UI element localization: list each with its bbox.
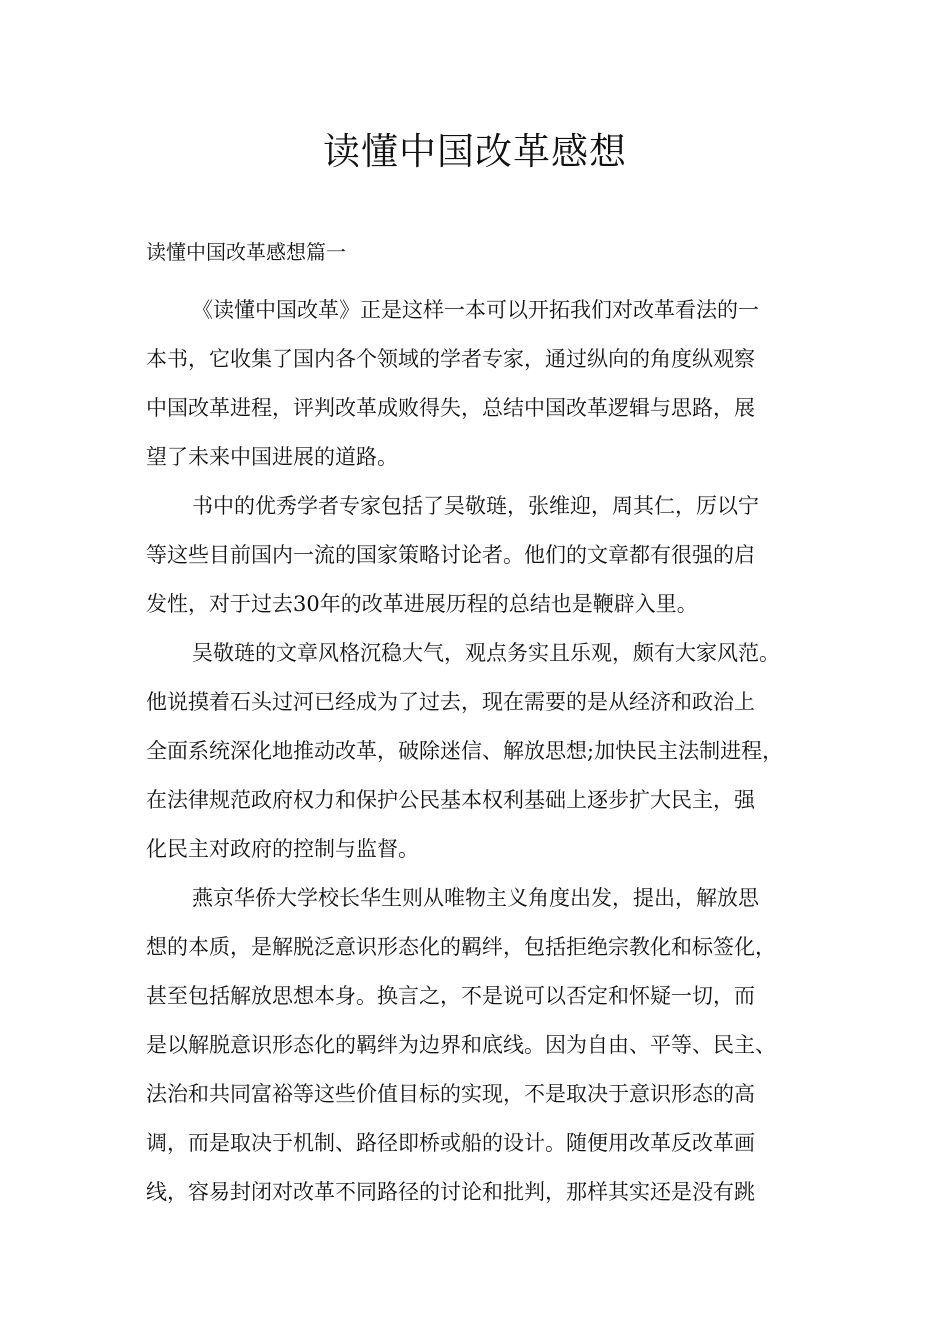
paragraph-line: 想的本质，是解脱泛意识形态化的羁绊，包括拒绝宗教化和标签化， <box>146 935 776 959</box>
paragraph-line: 本书，它收集了国内各个领域的学者专家，通过纵向的角度纵观察 <box>146 347 755 371</box>
paragraph-line: 中国改革进程，评判改革成败得失，总结中国改革逻辑与思路，展 <box>146 396 755 420</box>
paragraph-line: 《读懂中国改革》正是这样一本可以开拓我们对改革看法的一 <box>192 298 759 322</box>
paragraph-line: 等这些目前国内一流的国家策略讨论者。他们的文章都有很强的启 <box>146 543 755 567</box>
paragraph-line: 吴敬琏的文章风格沉稳大气，观点务实且乐观，颇有大家风范。 <box>192 641 780 665</box>
paragraph-line: 书中的优秀学者专家包括了吴敬琏，张维迎，周其仁，厉以宁 <box>192 494 759 518</box>
paragraph-line: 他说摸着石头过河已经成为了过去，现在需要的是从经济和政治上 <box>146 690 755 714</box>
paragraph-line: 化民主对政府的控制与监督。 <box>146 837 419 861</box>
document-body <box>146 286 826 1217</box>
paragraph-line: 在法律规范政府权力和保护公民基本权利基础上逐步扩大民主，强 <box>146 788 755 812</box>
paragraph-line: 发性，对于过去30年的改革进展历程的总结也是鞭辟入里。 <box>146 592 698 616</box>
paragraph-line: 全面系统深化地推动改革，破除迷信、解放思想;加快民主法制进程， <box>146 739 784 763</box>
document-title: 读懂中国改革感想 <box>323 130 627 173</box>
paragraph-line: 是以解脱意识形态化的羁绊为边界和底线。因为自由、平等、民主、 <box>146 1033 776 1057</box>
paragraph-line: 燕京华侨大学校长华生则从唯物主义角度出发，提出，解放思 <box>192 886 759 910</box>
paragraph-line: 法治和共同富裕等这些价值目标的实现，不是取决于意识形态的高 <box>146 1082 755 1106</box>
paragraph-line: 线，容易封闭对改革不同路径的讨论和批判，那样其实还是没有跳 <box>146 1180 755 1204</box>
section-heading: 读懂中国改革感想篇一 <box>146 240 346 264</box>
paragraph-line: 望了未来中国进展的道路。 <box>146 445 398 469</box>
paragraph-line: 甚至包括解放思想本身。换言之，不是说可以否定和怀疑一切，而 <box>146 984 755 1008</box>
paragraph-line: 调，而是取决于机制、路径即桥或船的设计。随便用改革反改革画 <box>146 1131 755 1155</box>
